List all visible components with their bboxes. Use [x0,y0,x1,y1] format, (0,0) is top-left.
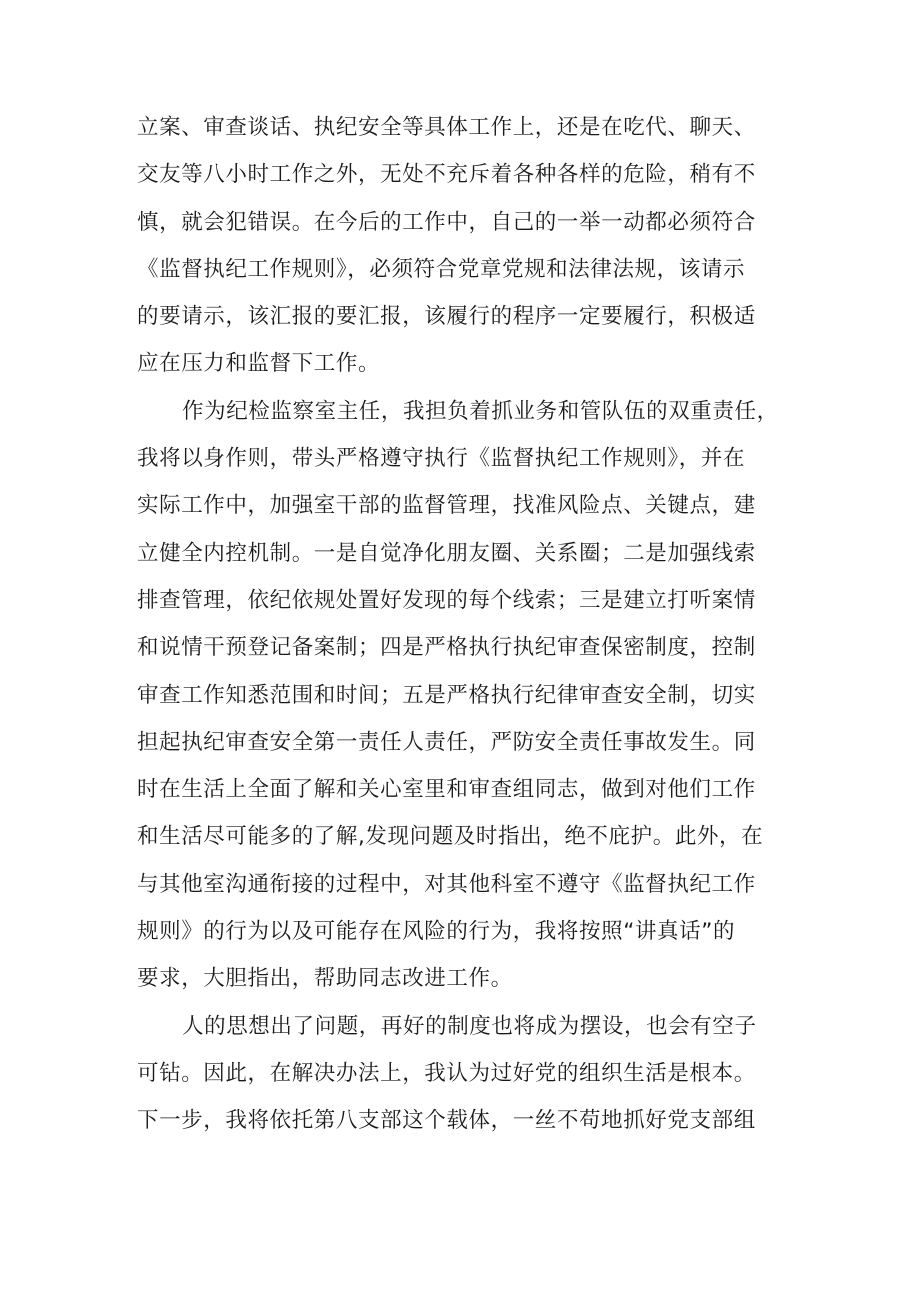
paragraph-2-line-5: 排查管理，依纪依规处置好发现的每个线索；三是建立打听案情 [137,587,756,613]
paragraph-3-line-3: 下一步，我将依托第八支部这个载体，一丝不苟地抓好党支部组 [137,1108,756,1134]
paragraph-2-line-12: 规则》的行为以及可能存在风险的行为，我将按照“讲真话”的 [137,919,736,945]
paragraph-2-line-4: 立健全内控机制。一是自觉净化朋友圈、关系圈；二是加强线索 [137,540,756,566]
document-body [137,104,797,1145]
paragraph-2-line-6: 和说情干预登记备案制；四是严格执行执纪审查保密制度，控制 [137,635,756,661]
paragraph-2-line-11: 与其他室沟通衔接的过程中，对其他科室不遵守《监督执纪工作 [137,871,756,897]
paragraph-2-line-3: 实际工作中，加强室干部的监督管理，找准风险点、关键点，建 [137,493,756,519]
paragraph-3-line-1: 人的思想出了问题，再好的制度也将成为摆设，也会有空子 [182,1013,757,1039]
paragraph-2-line-7: 审查工作知悉范围和时间；五是严格执行纪律审查安全制，切实 [137,682,756,708]
paragraph-1-line-4: 《监督执纪工作规则》，必须符合党章党规和法律法规，该请示 [137,256,746,282]
paragraph-2-line-13: 要求，大胆指出，帮助同志改进工作。 [137,966,513,992]
paragraph-3-line-2: 可钻。因此，在解决办法上，我认为过好党的组织生活是根本。 [137,1060,756,1086]
paragraph-2-line-9: 时在生活上全面了解和关心室里和审查组同志，做到对他们工作 [137,777,756,803]
paragraph-1-line-3: 慎，就会犯错误。在今后的工作中，自己的一举一动都必须符合 [137,209,756,235]
paragraph-2-line-8: 担起执纪审查安全第一责任人责任，严防安全责任事故发生。同 [137,729,756,755]
paragraph-2-line-10: 和生活尽可能多的了解,发现问题及时指出，绝不庇护。此外，在 [137,824,764,850]
paragraph-1-line-5: 的要请示，该汇报的要汇报，该履行的程序一定要履行，积极适 [137,304,756,330]
paragraph-1-line-2: 交友等八小时工作之外，无处不充斥着各种各样的危险，稍有不 [137,162,756,188]
paragraph-1-line-6: 应在压力和监督下工作。 [137,351,381,377]
paragraph-2-line-2: 我将以身作则，带头严格遵守执行《监督执纪工作规则》，并在 [137,446,746,472]
paragraph-1-line-1: 立案、审查谈话、执纪安全等具体工作上，还是在吃代、聊天、 [137,115,756,140]
paragraph-2-line-1: 作为纪检监察室主任，我担负着抓业务和管队伍的双重责任， [182,398,779,424]
